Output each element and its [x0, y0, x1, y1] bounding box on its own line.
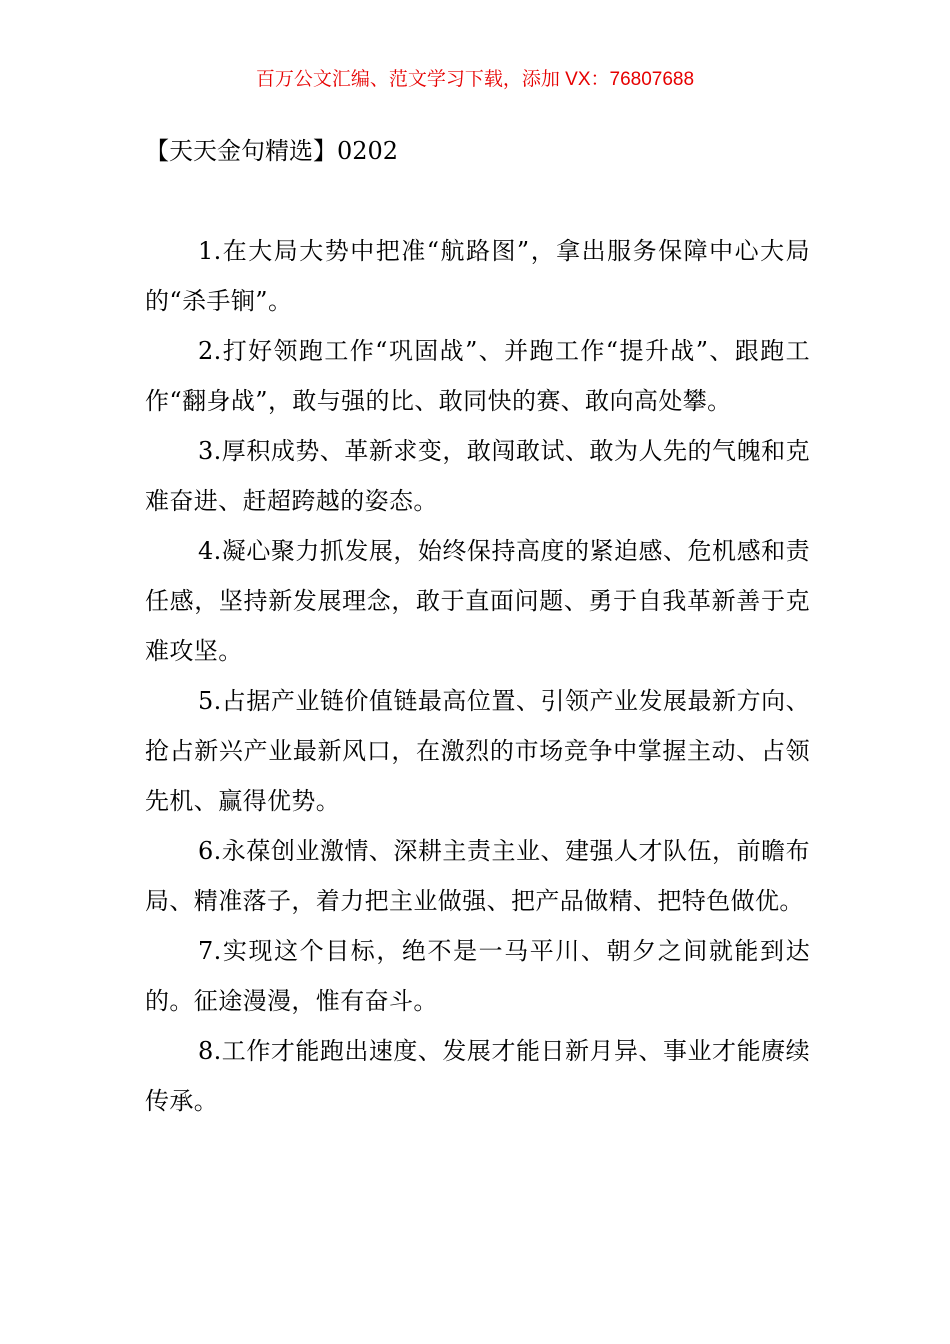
quote-paragraph-5: 5.占据产业链价值链最高位置、引领产业发展最新方向、抢占新兴产业最新风口，在激烈的市场竞争中掌握主动、占领先机、赢得优势。	[145, 687, 810, 815]
document-title: 【天天金句精选】0202	[145, 137, 399, 165]
quote-paragraph-4: 4.凝心聚力抓发展，始终保持高度的紧迫感、危机感和责任感，坚持新发展理念，敢于直面问题、勇于自我革新善于克难攻坚。	[145, 537, 810, 665]
document-body	[145, 226, 810, 1126]
quote-paragraph-1: 1.在大局大势中把准“航路图”，拿出服务保障中心大局的“杀手锏”。	[145, 237, 810, 315]
quote-paragraph-8: 8.工作才能跑出速度、发展才能日新月异、事业才能赓续传承。	[145, 1037, 810, 1115]
quote-paragraph-6: 6.永葆创业激情、深耕主责主业、建强人才队伍，前瞻布局、精准落子，着力把主业做强、把产品做精、把特色做优。	[145, 837, 810, 915]
promo-banner: 百万公文汇编、范文学习下载，添加 VX：76807688	[255, 69, 695, 90]
quote-paragraph-7: 7.实现这个目标，绝不是一马平川、朝夕之间就能到达的。征途漫漫，惟有奋斗。	[145, 937, 810, 1015]
quote-paragraph-2: 2.打好领跑工作“巩固战”、并跑工作“提升战”、跟跑工作“翻身战”，敢与强的比、敢同快的赛、敢向高处攀。	[145, 337, 810, 415]
quote-paragraph-3: 3.厚积成势、革新求变，敢闯敢试、敢为人先的气魄和克难奋进、赶超跨越的姿态。	[145, 437, 810, 515]
